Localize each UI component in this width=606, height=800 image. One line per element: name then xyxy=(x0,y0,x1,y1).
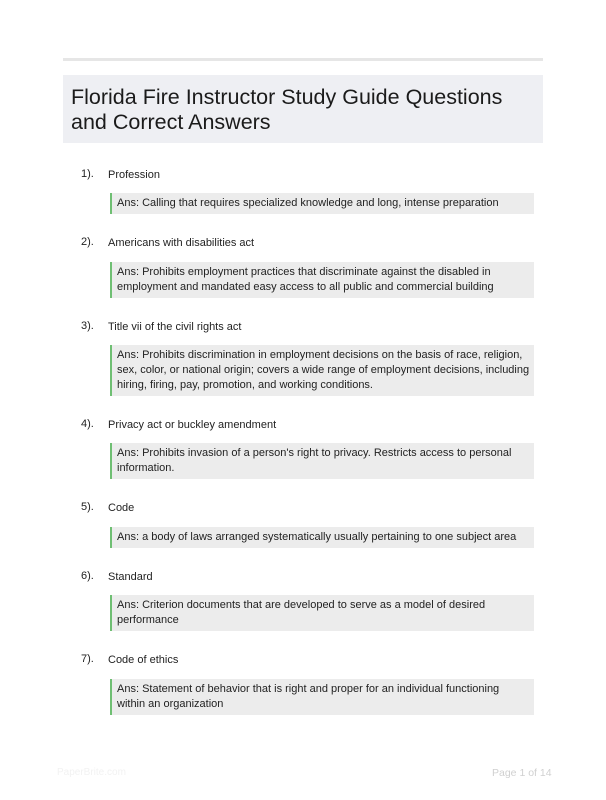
answer-box: Ans: Prohibits invasion of a person's right to privacy. Restricts access to personal information. xyxy=(110,443,534,479)
question-number: 1). xyxy=(81,168,94,180)
question-number: 6). xyxy=(81,570,94,582)
question-text: Americans with disabilities act xyxy=(108,237,255,249)
question-number: 2). xyxy=(81,236,94,248)
answer-box: Ans: Calling that requires specialized knowledge and long, intense preparation xyxy=(110,193,534,214)
question-number: 3). xyxy=(81,320,94,332)
question-text: Code xyxy=(108,502,135,514)
answer-box: Ans: Prohibits employment practices that discriminate against the disabled in employment and mandated easy access to all public and commercial building xyxy=(110,262,534,298)
question-text: Code of ethics xyxy=(108,654,179,666)
answer-box: Ans: Prohibits discrimination in employment decisions on the basis of race, religion, sex, color, or national origin; covers a wide range of employment decisions, including hiring, firing, pay, promotion, and working conditions. xyxy=(110,345,534,396)
page-indicator: Page 1 of 14 xyxy=(492,767,552,779)
document-title: Florida Fire Instructor Study Guide Questions and Correct Answers xyxy=(71,85,503,134)
question-number: 5). xyxy=(81,501,94,513)
question-number: 4). xyxy=(81,418,94,430)
question-text: Title vii of the civil rights act xyxy=(108,321,242,333)
question-number: 7). xyxy=(81,653,94,665)
answer-box: Ans: Statement of behavior that is right and proper for an individual functioning within an organization xyxy=(110,679,534,715)
answer-box: Ans: a body of laws arranged systematically usually pertaining to one subject area xyxy=(110,527,534,548)
question-text: Profession xyxy=(108,169,160,181)
footer-watermark: PaperBrite.com xyxy=(57,767,126,778)
question-text: Privacy act or buckley amendment xyxy=(108,419,277,431)
answer-box: Ans: Criterion documents that are developed to serve as a model of desired performance xyxy=(110,595,534,631)
question-text: Standard xyxy=(108,571,153,583)
